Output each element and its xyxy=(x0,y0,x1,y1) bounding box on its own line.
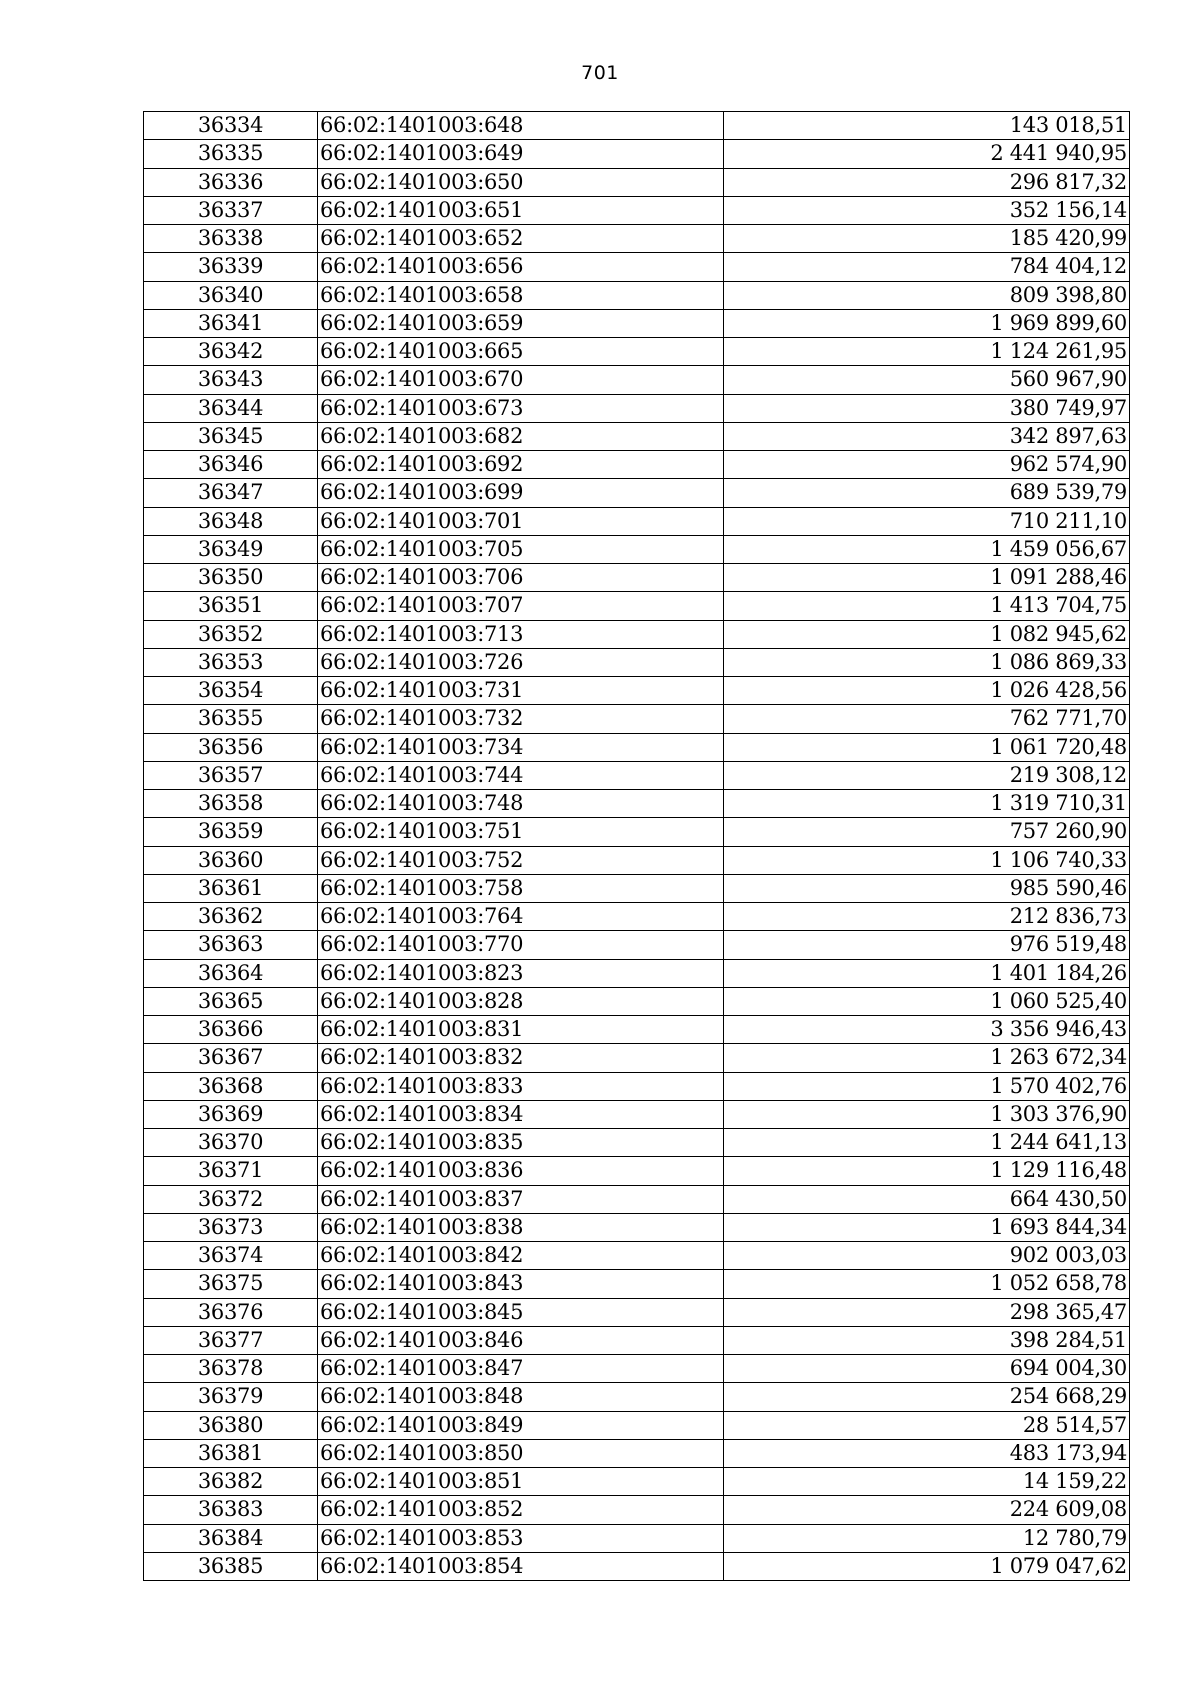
cadastral-number-cell: 66:02:1401003:843 xyxy=(318,1270,724,1298)
row-number-cell: 36374 xyxy=(144,1242,318,1270)
cadastral-value-cell: 1 082 945,62 xyxy=(724,620,1130,648)
table-row xyxy=(144,1072,1130,1100)
cadastral-value-cell: 14 159,22 xyxy=(724,1468,1130,1496)
cadastral-value-cell: 976 519,48 xyxy=(724,931,1130,959)
cadastral-value-cell: 757 260,90 xyxy=(724,818,1130,846)
row-number-cell: 36356 xyxy=(144,733,318,761)
table-row xyxy=(144,1242,1130,1270)
cadastral-value-cell: 1 303 376,90 xyxy=(724,1100,1130,1128)
cadastral-value-cell: 1 086 869,33 xyxy=(724,648,1130,676)
cadastral-number-cell: 66:02:1401003:651 xyxy=(318,196,724,224)
page-number: 701 xyxy=(581,62,619,84)
table-row xyxy=(144,1326,1130,1354)
table-row xyxy=(144,535,1130,563)
row-number-cell: 36373 xyxy=(144,1213,318,1241)
cadastral-value-cell: 296 817,32 xyxy=(724,168,1130,196)
cadastral-value-cell: 985 590,46 xyxy=(724,874,1130,902)
row-number-cell: 36362 xyxy=(144,903,318,931)
cadastral-number-cell: 66:02:1401003:748 xyxy=(318,790,724,818)
cadastral-value-cell: 1 079 047,62 xyxy=(724,1552,1130,1580)
row-number-cell: 36339 xyxy=(144,253,318,281)
row-number-cell: 36375 xyxy=(144,1270,318,1298)
cadastral-number-cell: 66:02:1401003:849 xyxy=(318,1411,724,1439)
cadastral-value-cell: 219 308,12 xyxy=(724,761,1130,789)
cadastral-value-cell: 342 897,63 xyxy=(724,422,1130,450)
table-row xyxy=(144,648,1130,676)
row-number-cell: 36360 xyxy=(144,846,318,874)
row-number-cell: 36353 xyxy=(144,648,318,676)
cadastral-number-cell: 66:02:1401003:848 xyxy=(318,1383,724,1411)
cadastral-value-cell: 483 173,94 xyxy=(724,1439,1130,1467)
cadastral-number-cell: 66:02:1401003:835 xyxy=(318,1129,724,1157)
table-row xyxy=(144,140,1130,168)
table-row xyxy=(144,1552,1130,1580)
table-row xyxy=(144,1100,1130,1128)
cadastral-number-cell: 66:02:1401003:751 xyxy=(318,818,724,846)
row-number-cell: 36365 xyxy=(144,987,318,1015)
table-row xyxy=(144,1355,1130,1383)
cadastral-number-cell: 66:02:1401003:764 xyxy=(318,903,724,931)
cadastral-value-cell: 185 420,99 xyxy=(724,225,1130,253)
cadastral-value-cell: 1 026 428,56 xyxy=(724,677,1130,705)
cadastral-number-cell: 66:02:1401003:648 xyxy=(318,112,724,140)
table-row xyxy=(144,196,1130,224)
table-row xyxy=(144,394,1130,422)
row-number-cell: 36341 xyxy=(144,309,318,337)
cadastral-number-cell: 66:02:1401003:705 xyxy=(318,535,724,563)
cadastral-value-cell: 1 244 641,13 xyxy=(724,1129,1130,1157)
cadastral-number-cell: 66:02:1401003:842 xyxy=(318,1242,724,1270)
cadastral-value-cell: 1 319 710,31 xyxy=(724,790,1130,818)
cadastral-number-cell: 66:02:1401003:658 xyxy=(318,281,724,309)
cadastral-number-cell: 66:02:1401003:847 xyxy=(318,1355,724,1383)
table-row xyxy=(144,1185,1130,1213)
table-row xyxy=(144,1468,1130,1496)
cadastral-value-cell: 1 263 672,34 xyxy=(724,1044,1130,1072)
cadastral-number-cell: 66:02:1401003:744 xyxy=(318,761,724,789)
cadastral-value-cell: 352 156,14 xyxy=(724,196,1130,224)
cadastral-number-cell: 66:02:1401003:758 xyxy=(318,874,724,902)
table-row xyxy=(144,309,1130,337)
cadastral-value-cell: 1 401 184,26 xyxy=(724,959,1130,987)
cadastral-value-cell: 1 459 056,67 xyxy=(724,535,1130,563)
table-row xyxy=(144,1129,1130,1157)
cadastral-value-cell: 902 003,03 xyxy=(724,1242,1130,1270)
row-number-cell: 36337 xyxy=(144,196,318,224)
cadastral-number-cell: 66:02:1401003:852 xyxy=(318,1496,724,1524)
cadastral-number-cell: 66:02:1401003:850 xyxy=(318,1439,724,1467)
row-number-cell: 36351 xyxy=(144,592,318,620)
row-number-cell: 36381 xyxy=(144,1439,318,1467)
cadastral-value-cell: 3 356 946,43 xyxy=(724,1016,1130,1044)
table-row xyxy=(144,1383,1130,1411)
cadastral-number-cell: 66:02:1401003:851 xyxy=(318,1468,724,1496)
row-number-cell: 36344 xyxy=(144,394,318,422)
table-row xyxy=(144,987,1130,1015)
cadastral-value-cell: 689 539,79 xyxy=(724,479,1130,507)
row-number-cell: 36343 xyxy=(144,366,318,394)
row-number-cell: 36364 xyxy=(144,959,318,987)
row-number-cell: 36335 xyxy=(144,140,318,168)
cadastral-value-cell: 1 413 704,75 xyxy=(724,592,1130,620)
table-row xyxy=(144,1411,1130,1439)
row-number-cell: 36385 xyxy=(144,1552,318,1580)
cadastral-value-cell: 1 124 261,95 xyxy=(724,338,1130,366)
table-row xyxy=(144,1270,1130,1298)
cadastral-value-cell: 28 514,57 xyxy=(724,1411,1130,1439)
cadastral-number-cell: 66:02:1401003:682 xyxy=(318,422,724,450)
cadastral-value-cell: 212 836,73 xyxy=(724,903,1130,931)
cadastral-number-cell: 66:02:1401003:846 xyxy=(318,1326,724,1354)
table-row xyxy=(144,1213,1130,1241)
row-number-cell: 36355 xyxy=(144,705,318,733)
row-number-cell: 36347 xyxy=(144,479,318,507)
table-row xyxy=(144,846,1130,874)
table-row xyxy=(144,1016,1130,1044)
cadastral-number-cell: 66:02:1401003:707 xyxy=(318,592,724,620)
cadastral-number-cell: 66:02:1401003:770 xyxy=(318,931,724,959)
table-row xyxy=(144,1044,1130,1072)
cadastral-value-cell: 298 365,47 xyxy=(724,1298,1130,1326)
table-row xyxy=(144,931,1130,959)
row-number-cell: 36378 xyxy=(144,1355,318,1383)
cadastral-number-cell: 66:02:1401003:854 xyxy=(318,1552,724,1580)
row-number-cell: 36376 xyxy=(144,1298,318,1326)
table-row xyxy=(144,451,1130,479)
cadastral-value-cell: 1 091 288,46 xyxy=(724,564,1130,592)
row-number-cell: 36336 xyxy=(144,168,318,196)
cadastral-value-table xyxy=(143,111,1130,1581)
cadastral-number-cell: 66:02:1401003:713 xyxy=(318,620,724,648)
row-number-cell: 36379 xyxy=(144,1383,318,1411)
row-number-cell: 36372 xyxy=(144,1185,318,1213)
cadastral-value-cell: 1 570 402,76 xyxy=(724,1072,1130,1100)
table-row xyxy=(144,903,1130,931)
cadastral-number-cell: 66:02:1401003:845 xyxy=(318,1298,724,1326)
row-number-cell: 36369 xyxy=(144,1100,318,1128)
table-row xyxy=(144,168,1130,196)
row-number-cell: 36349 xyxy=(144,535,318,563)
cadastral-value-cell: 1 693 844,34 xyxy=(724,1213,1130,1241)
cadastral-value-cell: 694 004,30 xyxy=(724,1355,1130,1383)
cadastral-number-cell: 66:02:1401003:659 xyxy=(318,309,724,337)
row-number-cell: 36358 xyxy=(144,790,318,818)
cadastral-number-cell: 66:02:1401003:823 xyxy=(318,959,724,987)
cadastral-value-cell: 1 129 116,48 xyxy=(724,1157,1130,1185)
table-row xyxy=(144,1496,1130,1524)
row-number-cell: 36383 xyxy=(144,1496,318,1524)
table-row xyxy=(144,874,1130,902)
table-row xyxy=(144,677,1130,705)
cadastral-number-cell: 66:02:1401003:853 xyxy=(318,1524,724,1552)
table-row xyxy=(144,818,1130,846)
table-row xyxy=(144,112,1130,140)
cadastral-number-cell: 66:02:1401003:673 xyxy=(318,394,724,422)
row-number-cell: 36368 xyxy=(144,1072,318,1100)
cadastral-value-cell: 560 967,90 xyxy=(724,366,1130,394)
cadastral-number-cell: 66:02:1401003:731 xyxy=(318,677,724,705)
row-number-cell: 36340 xyxy=(144,281,318,309)
table-row xyxy=(144,366,1130,394)
cadastral-number-cell: 66:02:1401003:652 xyxy=(318,225,724,253)
cadastral-value-cell: 784 404,12 xyxy=(724,253,1130,281)
cadastral-value-cell: 664 430,50 xyxy=(724,1185,1130,1213)
row-number-cell: 36334 xyxy=(144,112,318,140)
table-row xyxy=(144,1524,1130,1552)
cadastral-number-cell: 66:02:1401003:837 xyxy=(318,1185,724,1213)
cadastral-number-cell: 66:02:1401003:836 xyxy=(318,1157,724,1185)
cadastral-value-cell: 1 060 525,40 xyxy=(724,987,1130,1015)
cadastral-number-cell: 66:02:1401003:833 xyxy=(318,1072,724,1100)
row-number-cell: 36361 xyxy=(144,874,318,902)
cadastral-value-cell: 12 780,79 xyxy=(724,1524,1130,1552)
row-number-cell: 36357 xyxy=(144,761,318,789)
cadastral-number-cell: 66:02:1401003:650 xyxy=(318,168,724,196)
cadastral-value-cell: 224 609,08 xyxy=(724,1496,1130,1524)
cadastral-value-cell: 254 668,29 xyxy=(724,1383,1130,1411)
cadastral-number-cell: 66:02:1401003:734 xyxy=(318,733,724,761)
row-number-cell: 36371 xyxy=(144,1157,318,1185)
row-number-cell: 36352 xyxy=(144,620,318,648)
table-row xyxy=(144,338,1130,366)
cadastral-value-cell: 2 441 940,95 xyxy=(724,140,1130,168)
cadastral-value-cell: 143 018,51 xyxy=(724,112,1130,140)
cadastral-value-cell: 1 061 720,48 xyxy=(724,733,1130,761)
cadastral-number-cell: 66:02:1401003:834 xyxy=(318,1100,724,1128)
row-number-cell: 36348 xyxy=(144,507,318,535)
cadastral-number-cell: 66:02:1401003:732 xyxy=(318,705,724,733)
row-number-cell: 36354 xyxy=(144,677,318,705)
table-row xyxy=(144,790,1130,818)
row-number-cell: 36346 xyxy=(144,451,318,479)
table-row xyxy=(144,225,1130,253)
table-row xyxy=(144,620,1130,648)
table-row xyxy=(144,959,1130,987)
cadastral-value-cell: 380 749,97 xyxy=(724,394,1130,422)
cadastral-value-cell: 398 284,51 xyxy=(724,1326,1130,1354)
cadastral-number-cell: 66:02:1401003:752 xyxy=(318,846,724,874)
cadastral-value-cell: 962 574,90 xyxy=(724,451,1130,479)
cadastral-value-cell: 710 211,10 xyxy=(724,507,1130,535)
cadastral-number-cell: 66:02:1401003:701 xyxy=(318,507,724,535)
cadastral-value-cell: 762 771,70 xyxy=(724,705,1130,733)
row-number-cell: 36367 xyxy=(144,1044,318,1072)
cadastral-value-cell: 1 052 658,78 xyxy=(724,1270,1130,1298)
table-row xyxy=(144,705,1130,733)
cadastral-number-cell: 66:02:1401003:670 xyxy=(318,366,724,394)
cadastral-number-cell: 66:02:1401003:656 xyxy=(318,253,724,281)
table-row xyxy=(144,1298,1130,1326)
table-row xyxy=(144,479,1130,507)
row-number-cell: 36338 xyxy=(144,225,318,253)
cadastral-number-cell: 66:02:1401003:832 xyxy=(318,1044,724,1072)
row-number-cell: 36359 xyxy=(144,818,318,846)
cadastral-value-cell: 809 398,80 xyxy=(724,281,1130,309)
table-row xyxy=(144,1157,1130,1185)
cadastral-number-cell: 66:02:1401003:706 xyxy=(318,564,724,592)
row-number-cell: 36380 xyxy=(144,1411,318,1439)
row-number-cell: 36366 xyxy=(144,1016,318,1044)
row-number-cell: 36384 xyxy=(144,1524,318,1552)
cadastral-number-cell: 66:02:1401003:699 xyxy=(318,479,724,507)
row-number-cell: 36342 xyxy=(144,338,318,366)
row-number-cell: 36345 xyxy=(144,422,318,450)
table-row xyxy=(144,733,1130,761)
cadastral-number-cell: 66:02:1401003:649 xyxy=(318,140,724,168)
table-row xyxy=(144,281,1130,309)
table-row xyxy=(144,422,1130,450)
table-row xyxy=(144,507,1130,535)
row-number-cell: 36350 xyxy=(144,564,318,592)
table-row xyxy=(144,253,1130,281)
cadastral-number-cell: 66:02:1401003:665 xyxy=(318,338,724,366)
row-number-cell: 36382 xyxy=(144,1468,318,1496)
cadastral-number-cell: 66:02:1401003:726 xyxy=(318,648,724,676)
table-row xyxy=(144,761,1130,789)
cadastral-value-cell: 1 106 740,33 xyxy=(724,846,1130,874)
table-row xyxy=(144,592,1130,620)
cadastral-number-cell: 66:02:1401003:831 xyxy=(318,1016,724,1044)
row-number-cell: 36370 xyxy=(144,1129,318,1157)
row-number-cell: 36377 xyxy=(144,1326,318,1354)
table-row xyxy=(144,564,1130,592)
cadastral-value-cell: 1 969 899,60 xyxy=(724,309,1130,337)
cadastral-number-cell: 66:02:1401003:692 xyxy=(318,451,724,479)
table-row xyxy=(144,1439,1130,1467)
cadastral-number-cell: 66:02:1401003:828 xyxy=(318,987,724,1015)
cadastral-number-cell: 66:02:1401003:838 xyxy=(318,1213,724,1241)
row-number-cell: 36363 xyxy=(144,931,318,959)
table-body xyxy=(144,112,1130,1581)
